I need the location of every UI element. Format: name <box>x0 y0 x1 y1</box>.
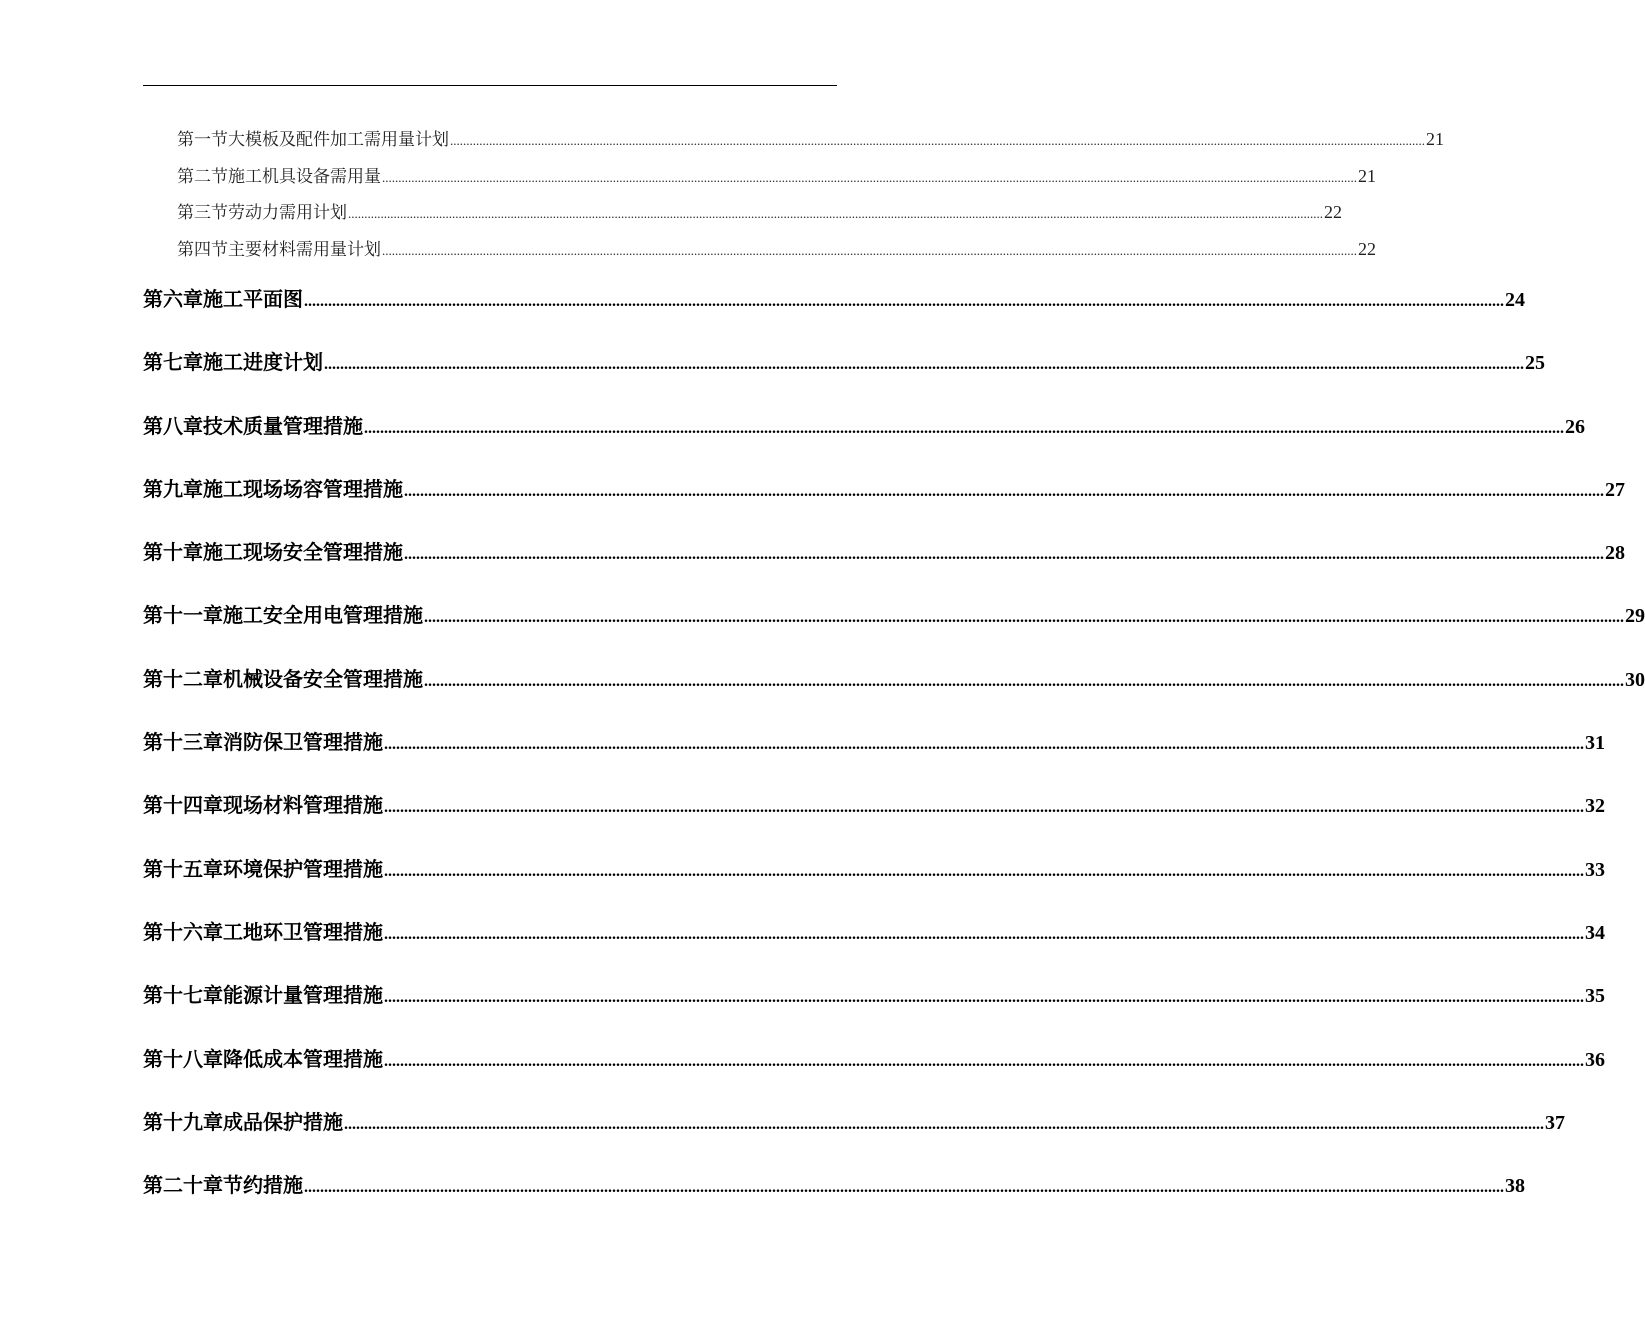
chapter-title: 施工现场场容管理措施 <box>203 477 403 501</box>
page-number: 35 <box>1585 985 1605 1007</box>
page-number: 37 <box>1545 1112 1565 1134</box>
page-number: 28 <box>1605 542 1625 564</box>
dot-leader: ............................................................................................................................................................................................................................................................................................................ <box>384 799 1584 816</box>
chapter-title: 施工安全用电管理措施 <box>223 603 423 627</box>
toc-chapter-entry[interactable] <box>143 283 1525 312</box>
page-number: 22 <box>1324 202 1342 222</box>
dot-leader: ............................................................................................................................................................................................................................................................................................................ <box>324 356 1524 373</box>
toc-section-entry[interactable] <box>143 235 1376 260</box>
toc-section-entry[interactable] <box>143 162 1376 187</box>
section-title: 大模板及配件加工需用量计划 <box>228 130 449 150</box>
dot-leader: ............................................................................................................................................................................................................................................................................................................ <box>304 293 1504 310</box>
page-number: 38 <box>1505 1175 1525 1197</box>
dot-leader: ............................................................................................................................................................................................................................................................................................................ <box>404 546 1604 563</box>
chapter-number: 第十六章 <box>143 920 223 944</box>
section-number: 第一节 <box>177 130 228 150</box>
dot-leader: ............................................................................................................................................................................................................................................................................................................ <box>344 1116 1544 1133</box>
chapter-title: 成品保护措施 <box>223 1110 343 1134</box>
toc-chapter-entry[interactable] <box>143 536 1625 565</box>
page-number: 21 <box>1358 166 1376 186</box>
page-number: 36 <box>1585 1049 1605 1071</box>
dot-leader: ............................................................................................................................................................................................................................................................................................................ <box>404 483 1604 500</box>
page-number: 27 <box>1605 479 1625 501</box>
page-number: 32 <box>1585 795 1605 817</box>
dot-leader: ............................................................................................................................................................................................................................................................................................................ <box>384 736 1584 753</box>
chapter-number: 第十章 <box>143 540 203 564</box>
page-number: 22 <box>1358 239 1376 259</box>
toc-chapter-entry[interactable] <box>143 1169 1525 1198</box>
dot-leader: ............................................................................................................................................................................................................................................................................................................ <box>384 989 1584 1006</box>
toc-chapter-entry[interactable] <box>143 346 1545 375</box>
page-number: 29 <box>1625 605 1645 627</box>
page-number: 33 <box>1585 859 1605 881</box>
page-number: 30 <box>1625 669 1645 691</box>
chapter-title: 机械设备安全管理措施 <box>223 667 423 691</box>
chapter-title: 能源计量管理措施 <box>223 983 383 1007</box>
chapter-title: 消防保卫管理措施 <box>223 730 383 754</box>
toc-chapter-entry[interactable] <box>143 853 1605 882</box>
chapter-title: 施工现场安全管理措施 <box>203 540 403 564</box>
page-number: 31 <box>1585 732 1605 754</box>
toc-chapter-entry[interactable] <box>143 663 1645 692</box>
section-number: 第三节 <box>177 203 228 223</box>
dot-leader: ............................................................................................................................................................................................................................................................................................................ <box>348 206 1323 221</box>
chapter-number: 第十四章 <box>143 793 223 817</box>
page-number: 34 <box>1585 922 1605 944</box>
toc-chapter-entry[interactable] <box>143 1043 1605 1072</box>
toc-section-entry[interactable] <box>143 125 1444 150</box>
toc-chapter-entry[interactable] <box>143 726 1605 755</box>
chapter-number: 第八章 <box>143 414 203 438</box>
toc-chapter-entry[interactable] <box>143 410 1585 439</box>
chapter-title: 技术质量管理措施 <box>203 414 363 438</box>
chapter-number: 第十五章 <box>143 857 223 881</box>
dot-leader: ............................................................................................................................................................................................................................................................................................................ <box>382 170 1357 185</box>
dot-leader: ............................................................................................................................................................................................................................................................................................................ <box>450 133 1425 148</box>
section-number: 第四节 <box>177 240 228 260</box>
chapter-number: 第十八章 <box>143 1047 223 1071</box>
chapter-title: 环境保护管理措施 <box>223 857 383 881</box>
dot-leader: ............................................................................................................................................................................................................................................................................................................ <box>382 243 1357 258</box>
section-title: 施工机具设备需用量 <box>228 167 381 187</box>
dot-leader: ............................................................................................................................................................................................................................................................................................................ <box>424 609 1624 626</box>
toc-section-entry[interactable] <box>143 198 1342 223</box>
section-title: 劳动力需用计划 <box>228 203 347 223</box>
page-number: 21 <box>1426 129 1444 149</box>
chapter-number: 第十三章 <box>143 730 223 754</box>
toc-chapter-entry[interactable] <box>143 1106 1565 1135</box>
chapter-number: 第六章 <box>143 287 203 311</box>
dot-leader: ............................................................................................................................................................................................................................................................................................................ <box>364 420 1564 437</box>
header-rule <box>143 85 837 86</box>
chapter-number: 第十一章 <box>143 603 223 627</box>
chapter-number: 第七章 <box>143 350 203 374</box>
page-number: 26 <box>1565 416 1585 438</box>
chapter-title: 降低成本管理措施 <box>223 1047 383 1071</box>
toc-chapter-entry[interactable] <box>143 473 1625 502</box>
section-title: 主要材料需用量计划 <box>228 240 381 260</box>
page-number: 24 <box>1505 289 1525 311</box>
toc-chapter-entry[interactable] <box>143 789 1605 818</box>
dot-leader: ............................................................................................................................................................................................................................................................................................................ <box>304 1179 1504 1196</box>
chapter-number: 第十七章 <box>143 983 223 1007</box>
dot-leader: ............................................................................................................................................................................................................................................................................................................ <box>424 673 1624 690</box>
chapter-number: 第二十章 <box>143 1173 223 1197</box>
chapter-title: 节约措施 <box>223 1173 303 1197</box>
chapter-title: 现场材料管理措施 <box>223 793 383 817</box>
section-number: 第二节 <box>177 167 228 187</box>
dot-leader: ............................................................................................................................................................................................................................................................................................................ <box>384 863 1584 880</box>
chapter-title: 施工进度计划 <box>203 350 323 374</box>
chapter-title: 工地环卫管理措施 <box>223 920 383 944</box>
chapter-number: 第十二章 <box>143 667 223 691</box>
dot-leader: ............................................................................................................................................................................................................................................................................................................ <box>384 926 1584 943</box>
toc-chapter-entry[interactable] <box>143 979 1605 1008</box>
toc-chapter-entry[interactable] <box>143 916 1605 945</box>
toc-chapter-entry[interactable] <box>143 599 1645 628</box>
chapter-number: 第十九章 <box>143 1110 223 1134</box>
chapter-title: 施工平面图 <box>203 287 303 311</box>
chapter-number: 第九章 <box>143 477 203 501</box>
dot-leader: ............................................................................................................................................................................................................................................................................................................ <box>384 1053 1584 1070</box>
page-number: 25 <box>1525 352 1545 374</box>
